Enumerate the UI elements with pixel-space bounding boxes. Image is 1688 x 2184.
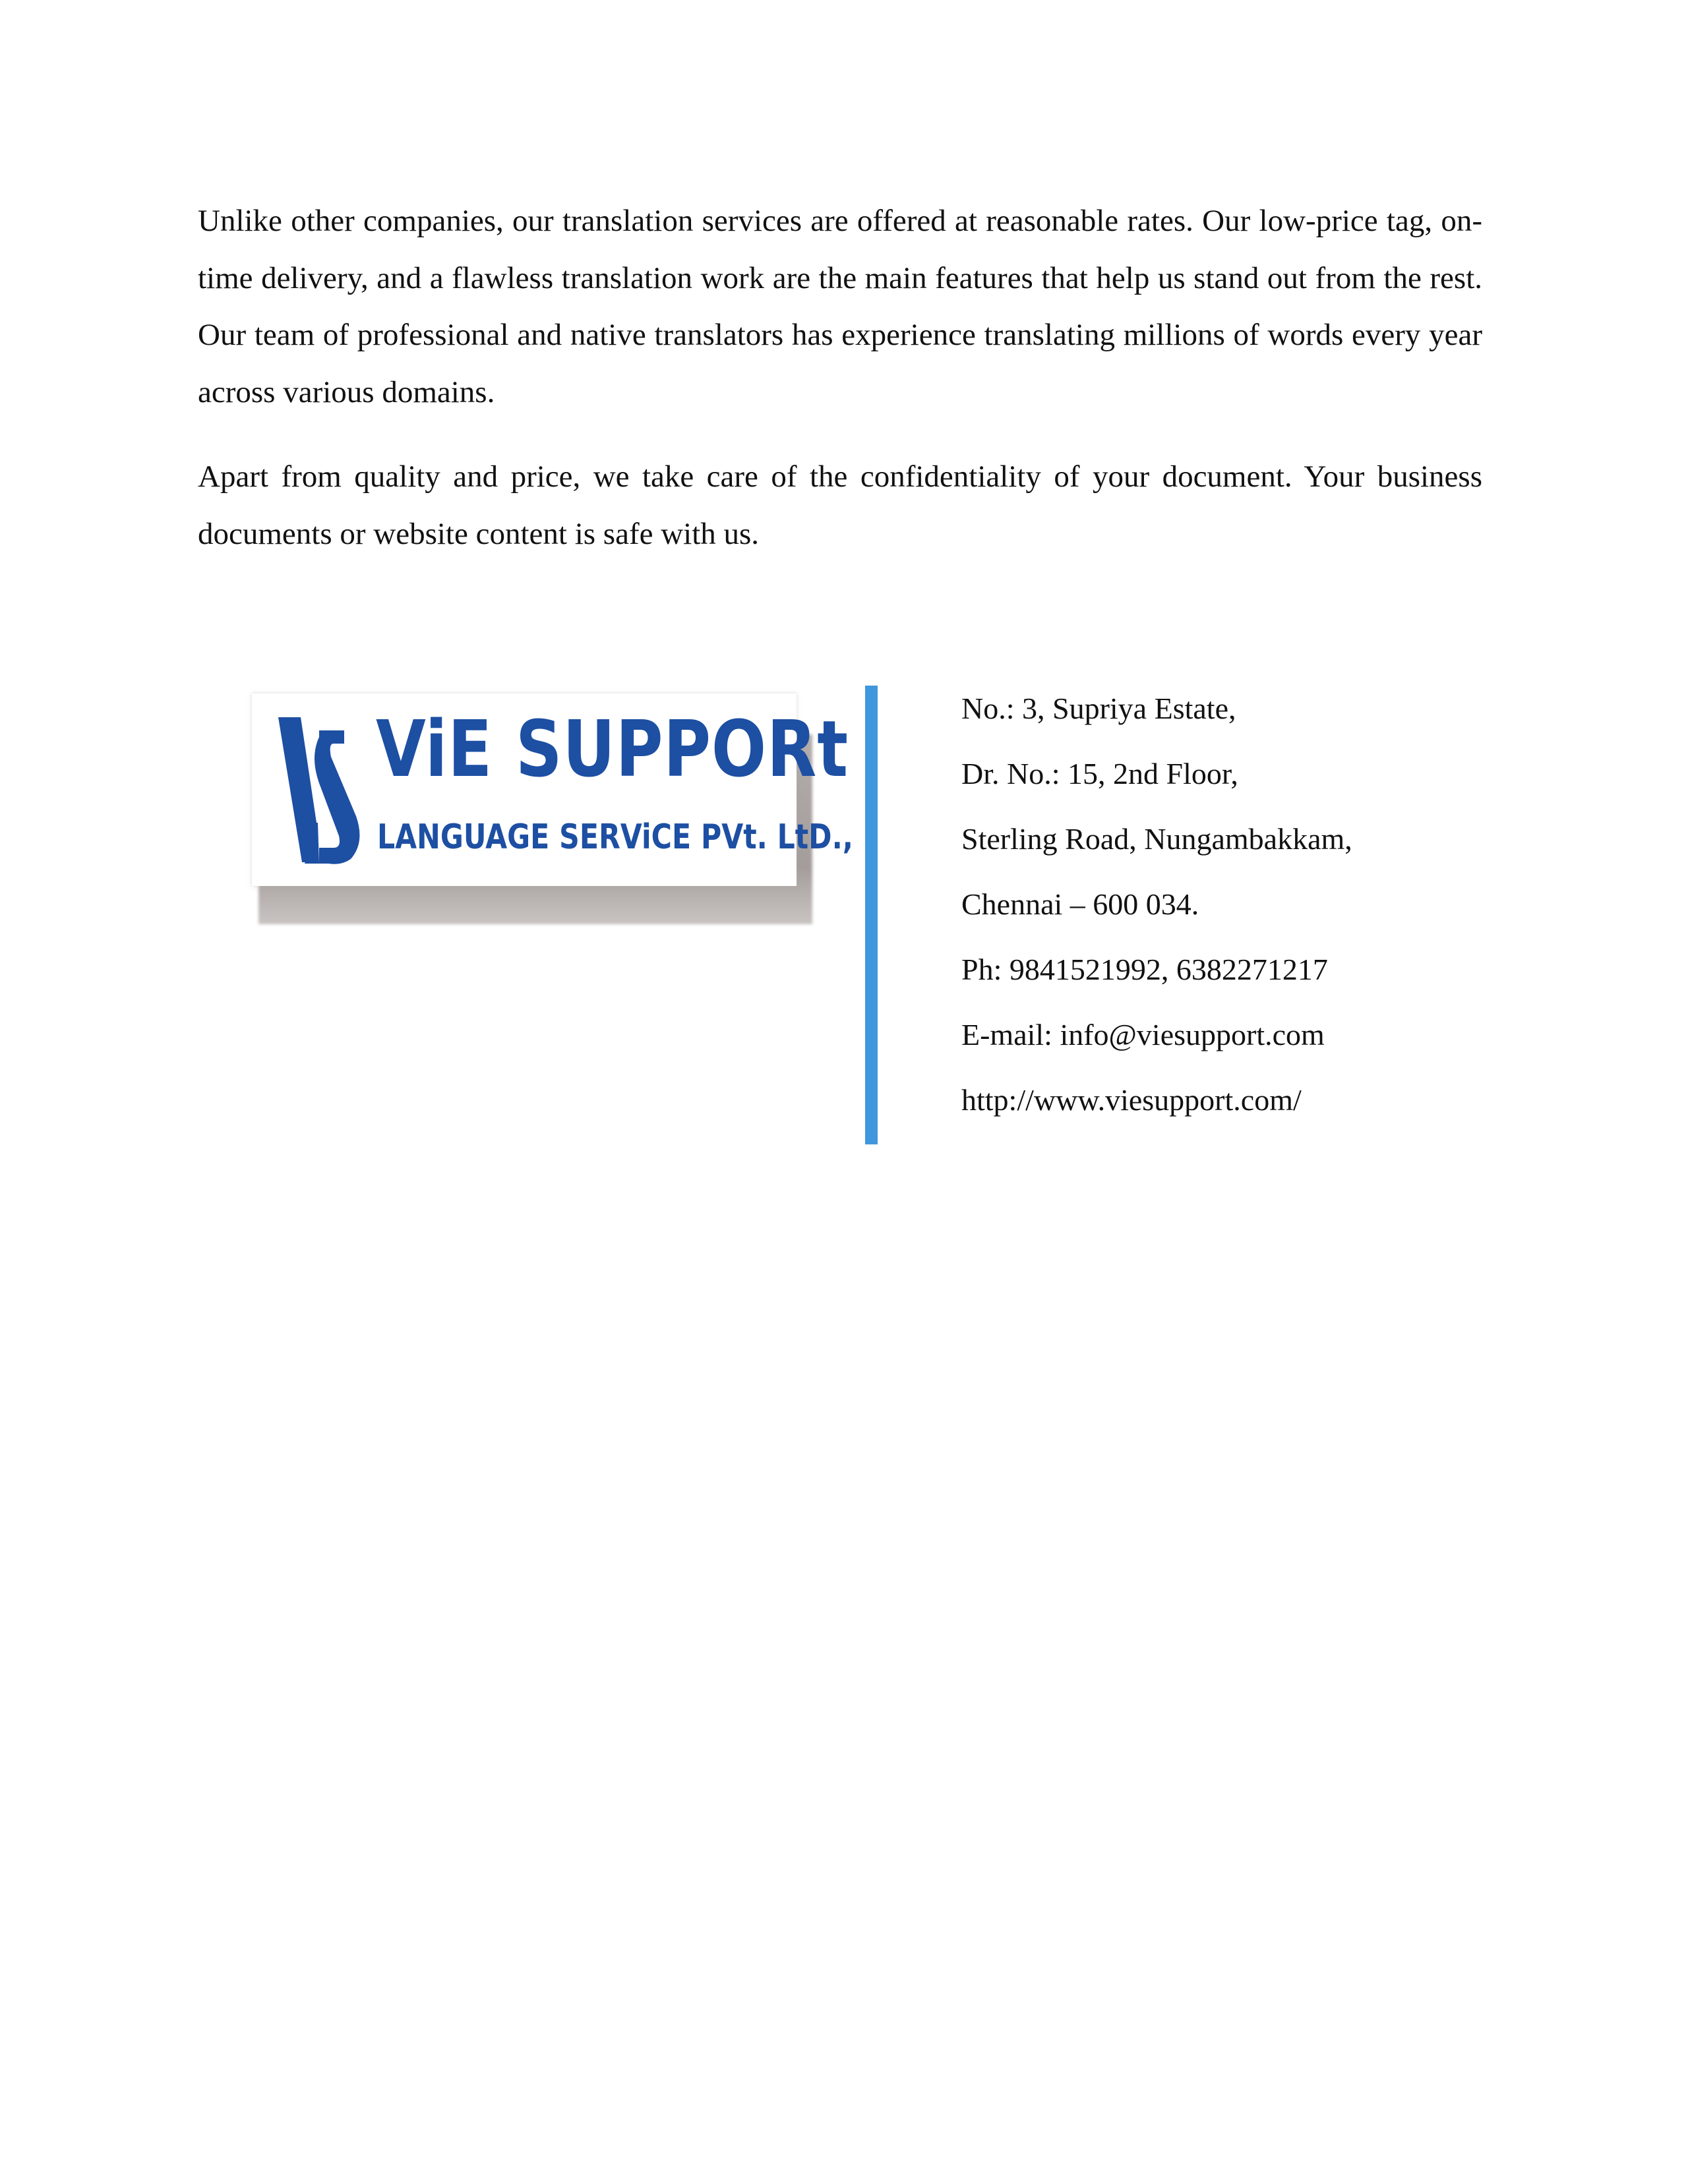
logo-tagline: LANGUAGE SERViCE PVt. LtD., (377, 817, 853, 857)
phone-line: Ph: 9841521992, 6382271217 (961, 953, 1328, 986)
logo-name: ViE SUPPORt (376, 703, 849, 794)
address-line: Dr. No.: 15, 2nd Floor, (961, 757, 1238, 790)
address-line: Sterling Road, Nungambakkam, (961, 822, 1352, 856)
paragraph-pricing: Unlike other companies, our translation services are offered at reasonable rates. Our low-price tag, on-time delivery, and a flawless translation work are the main features that help us stand out from the rest. Our team of professional and native translators has experience translating millions of words every year across various domains. (198, 204, 1482, 409)
company-logo (252, 694, 853, 924)
address-line: No.: 3, Supriya Estate, (961, 692, 1236, 725)
logo-card (252, 694, 853, 886)
email-line: E-mail: info@viesupport.com (961, 1018, 1325, 1051)
body-text (198, 192, 1482, 562)
website-link[interactable]: http://www.viesupport.com/ (961, 1083, 1302, 1117)
paragraph-confidentiality: Apart from quality and price, we take care of the confidentiality of your document. Your business documents or website content is safe with us. (198, 459, 1482, 551)
address-line: Chennai – 600 034. (961, 887, 1199, 921)
vertical-divider (865, 686, 878, 1144)
contact-address (961, 679, 1352, 1136)
vs-monogram-icon (278, 711, 371, 869)
